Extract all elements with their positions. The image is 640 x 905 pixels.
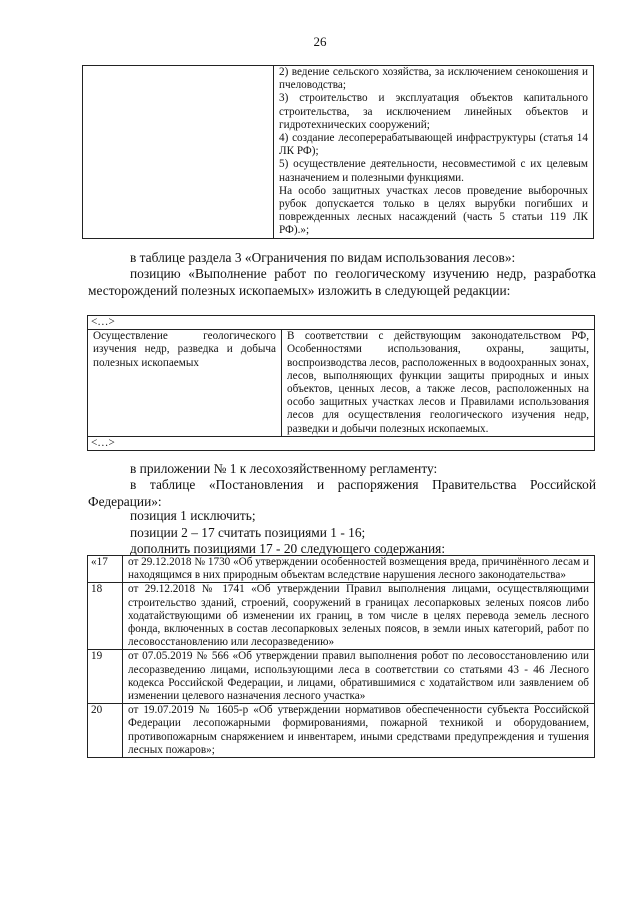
restrictions-table-continued	[82, 65, 594, 239]
restriction-item: 2) ведение сельского хозяйства, за исключением сенокошения и пчеловодства;	[279, 66, 588, 92]
paragraph-section3: в таблице раздела 3 «Ограничения по видам использования лесов»:	[130, 250, 516, 265]
table-cell-restrictions	[274, 66, 594, 239]
restriction-item: 5) осуществление деятельности, несовместимой с их целевым назначением и полезными функциями.	[279, 158, 588, 184]
row-text: от 29.12.2018 № 1741 «Об утверждении Правил выполнения лицами, осуществляющими строительство зданий, строений, сооружений в границах лесопарковых зеленых поясов либо ходатайствующими об изменении их границ, в том числе в целях перевода земель лесного фонда, включенных в состав лесопарковых зеленых поясов, в земли иных категорий, работ по лесовосстановлению или лесоразведению»	[123, 583, 595, 650]
row-number: 19	[88, 650, 123, 704]
table-cell-empty	[83, 66, 274, 239]
table-row	[88, 556, 595, 583]
geology-position-table	[87, 315, 595, 451]
row-number: 18	[88, 583, 123, 650]
table-row	[88, 650, 595, 704]
restriction-item: 3) строительство и эксплуатация объектов капитального строительства, за исключением линейных объектов и гидротехнических сооружений;	[279, 92, 588, 131]
row-text: от 29.12.2018 № 1730 «Об утверждении особенностей возмещения вреда, причинённого лесам и находящимся в них природным объектам вследствие нарушения лесного законодательства»	[123, 556, 595, 583]
requirements-cell: В соответствии с действующим законодательством РФ, Особенностями использования, охраны, защиты, воспроизводства лесов, расположенных в водоохранных зонах, лесов, выполняющих функции защиты природных и иных объектов, ценных лесов, а также лесов, расположенных на особо защитных участках лесов и Правилами использования лесов для осуществления геологического изучения недр, разведки и добычи полезных ископаемых.	[282, 330, 595, 437]
row-text: от 07.05.2019 № 566 «Об утверждении правил выполнения робот по лесовосстановлению или лесоразведению лицами, использующими леса в соответствии со статьями 43 - 46 Лесного кодекса Российской Федерации, и лицами, обратившимися с ходатайством или заявлением об изменении целевого назначения лесного участка»	[123, 650, 595, 704]
government-acts-table	[87, 555, 595, 758]
paragraph-position-geology: позицию «Выполнение работ по геологическому изучению недр, разработка месторождений полезных ископаемых» изложить в следующей редакции:	[88, 266, 596, 298]
paragraph-government-table: в таблице «Постановления и распоряжения Правительства Российской Федерации»:	[88, 477, 596, 509]
paragraph-exclude-position: позиция 1 исключить;	[130, 508, 256, 523]
table-row	[88, 704, 595, 758]
row-text: от 19.07.2019 № 1605-р «Об утверждении нормативов обеспеченности субъекта Российской Федерации лесопожарными формированиями, пожарной техникой и оборудованием, противопожарным снаряжением и инвентарем, иными средствами предупреждения и тушения лесных пожаров»;	[123, 704, 595, 758]
paragraph-add-positions: дополнить позициями 17 - 20 следующего содержания:	[130, 541, 446, 556]
ellipsis-marker-top: <…>	[88, 316, 595, 330]
row-number: «17	[88, 556, 123, 583]
paragraph-renumber: позиции 2 – 17 считать позициями 1 - 16;	[130, 525, 366, 540]
ellipsis-marker-bottom: <…>	[88, 436, 595, 450]
activity-cell: Осуществление геологического изучения недр, разведка и добыча полезных ископаемых	[88, 330, 282, 437]
table-row	[88, 583, 595, 650]
row-number: 20	[88, 704, 123, 758]
restriction-item: На особо защитных участках лесов проведение выборочных рубок допускается только в целях вырубки погибших и поврежденных лесных насаждений (часть 5 статьи 119 ЛК РФ).»;	[279, 184, 588, 237]
paragraph-appendix: в приложении № 1 к лесохозяйственному регламенту:	[130, 461, 438, 476]
restriction-item: 4) создание лесоперерабатывающей инфраструктуры (статья 14 ЛК РФ);	[279, 132, 588, 158]
page-number: 26	[313, 34, 327, 49]
